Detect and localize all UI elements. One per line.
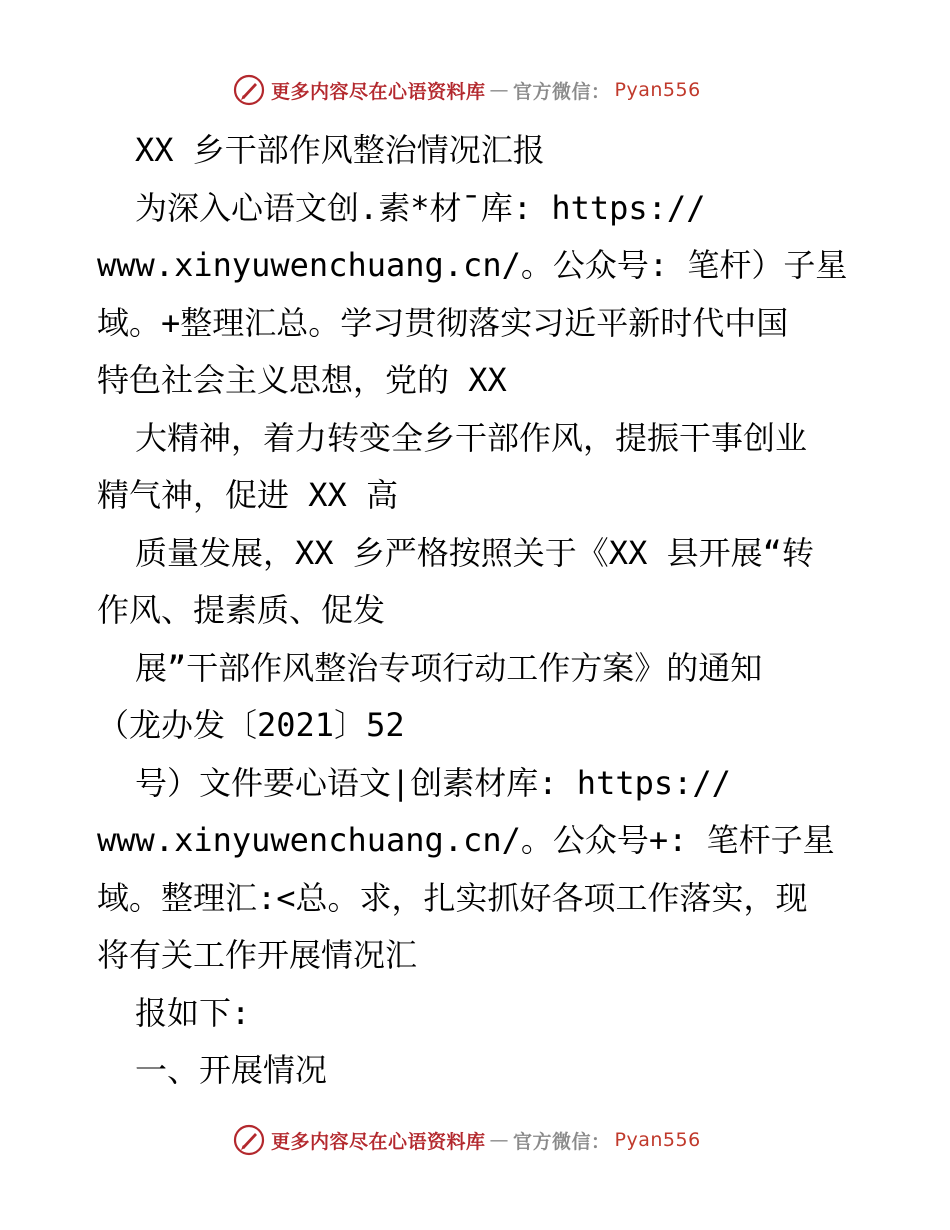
paragraph-line: 质量发展，XX 乡严格按照关于《XX 县开展“转 <box>135 533 814 572</box>
banner-wechat-id: Pyan556 <box>614 1129 701 1151</box>
paragraph-line: www.xinyuwenchuang.cn/。公众号: 笔杆）子星 <box>97 246 848 284</box>
banner-wechat-label: 官方微信： <box>513 1130 611 1153</box>
banner-brand-text: 更多内容尽在心语资料库 <box>271 80 486 103</box>
paragraph-line: 展”干部作风整治专项行动工作方案》的通知 <box>135 648 763 687</box>
paragraph-line: 域。+整理汇总。学习贯彻落实习近平新时代中国 <box>97 303 789 342</box>
paragraph-line: 大精神，着力转变全乡干部作风，提振干事创业 <box>135 418 808 457</box>
header-watermark-banner <box>233 72 753 108</box>
footer-watermark-banner <box>233 1122 753 1158</box>
quill-logo-icon <box>233 74 265 106</box>
paragraph-line: 将有关工作开展情况汇 <box>97 936 418 974</box>
quill-logo-icon <box>233 1124 265 1156</box>
banner-separator: — <box>489 1129 510 1151</box>
paragraph-line: 域。整理汇:<总。求，扎实抓好各项工作落实，现 <box>97 878 808 917</box>
paragraph-line: （龙办发〔2021〕52 <box>97 706 405 744</box>
banner-brand-text: 更多内容尽在心语资料库 <box>271 1130 486 1153</box>
section-heading: 一、开展情况 <box>135 1051 328 1089</box>
paragraph-line: 号）文件要心语文|创素材库: https:// <box>135 763 731 802</box>
paragraph-line: www.xinyuwenchuang.cn/。公众号+: 笔杆子星 <box>97 821 835 859</box>
banner-wechat-label: 官方微信： <box>513 80 611 103</box>
document-title: XX 乡干部作风整治情况汇报 <box>135 131 545 169</box>
document-body <box>97 122 857 1100</box>
banner-wechat-id: Pyan556 <box>614 79 701 101</box>
paragraph-line: 特色社会主义思想，党的 XX <box>97 361 507 399</box>
paragraph-line: 精气神，促进 XX 高 <box>97 476 399 514</box>
paragraph-line: 报如下: <box>135 993 251 1032</box>
banner-separator: — <box>489 79 510 101</box>
paragraph-line: 作风、提素质、促发 <box>97 591 386 629</box>
paragraph-line: 为深入心语文创.素*材¯库: https:// <box>135 188 706 227</box>
